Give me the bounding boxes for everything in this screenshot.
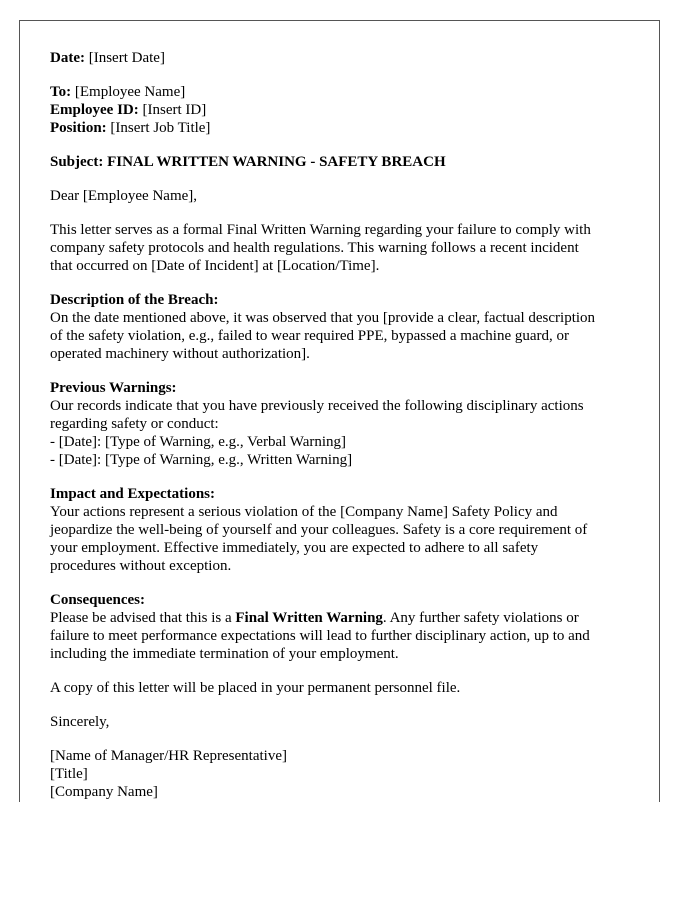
previous-warnings-line: Our records indicate that you have previously received the following disciplinary actions: [50, 398, 584, 414]
previous-warnings-heading: Previous Warnings:: [50, 380, 177, 396]
previous-warning-item: - [Date]: [Type of Warning, e.g., Written Warning]: [50, 452, 353, 468]
subject-label: Subject:: [50, 154, 104, 170]
date-line: [50, 49, 640, 67]
signature-company: [Company Name]: [50, 784, 158, 800]
consequences-line: including the immediate termination of your employment.: [50, 646, 399, 662]
breach-section: [50, 291, 640, 363]
subject-block: [50, 153, 640, 171]
intro-paragraph: [50, 221, 640, 275]
letter-page: [19, 20, 660, 802]
consequences-line: failure to meet performance expectations will lead to further disciplinary action, up to and: [50, 628, 590, 644]
breach-line: of the safety violation, e.g., failed to wear required PPE, bypassed a machine guard, or: [50, 328, 570, 344]
impact-line: your employment. Effective immediately, you are expected to adhere to all safety: [50, 540, 539, 556]
impact-line: procedures without exception.: [50, 558, 232, 574]
impact-heading: Impact and Expectations:: [50, 486, 216, 502]
final-written-warning-emphasis: Final Written Warning: [235, 610, 383, 626]
breach-heading: Description of the Breach:: [50, 292, 219, 308]
breach-line: On the date mentioned above, it was observed that you [provide a clear, factual description: [50, 310, 596, 326]
subject-value: FINAL WRITTEN WARNING - SAFETY BREACH: [107, 154, 446, 170]
previous-warnings-section: [50, 379, 640, 469]
consequences-heading: Consequences:: [50, 592, 146, 608]
signature-block: [50, 747, 640, 801]
consequences-section: [50, 591, 640, 663]
intro-line: that occurred on [Date of Incident] at [Location/Time].: [50, 258, 380, 274]
position-line: [50, 119, 640, 137]
impact-line: Your actions represent a serious violation of the [Company Name] Safety Policy and: [50, 504, 558, 520]
date-value: [Insert Date]: [88, 50, 165, 66]
letter-content: [50, 49, 640, 802]
impact-line: jeopardize the well-being of yourself and your colleagues. Safety is a core requirement of: [50, 522, 588, 538]
closing-block: [50, 713, 640, 731]
previous-warnings-line: regarding safety or conduct:: [50, 416, 219, 432]
employee-id-value: [Insert ID]: [142, 102, 207, 118]
to-line: [50, 83, 640, 101]
salutation-block: [50, 187, 640, 205]
salutation: Dear [Employee Name],: [50, 188, 198, 204]
to-label: To:: [50, 84, 72, 100]
consequences-first-line: [50, 609, 640, 627]
consequences-text-after: . Any further safety violations or: [382, 610, 579, 626]
file-note: A copy of this letter will be placed in your permanent personnel file.: [50, 680, 461, 696]
date-label: Date:: [50, 50, 85, 66]
date-block: [50, 49, 640, 67]
intro-line: This letter serves as a formal Final Written Warning regarding your failure to comply with: [50, 222, 591, 238]
consequences-text-before: Please be advised that this is a: [50, 610, 236, 626]
subject-line: [50, 153, 640, 171]
position-label: Position:: [50, 120, 107, 136]
employee-id-line: [50, 101, 640, 119]
impact-section: [50, 485, 640, 575]
file-note-block: [50, 679, 640, 697]
signature-name: [Name of Manager/HR Representative]: [50, 748, 287, 764]
recipient-block: [50, 83, 640, 137]
previous-warning-item: - [Date]: [Type of Warning, e.g., Verbal Warning]: [50, 434, 347, 450]
employee-id-label: Employee ID:: [50, 102, 139, 118]
to-value: [Employee Name]: [74, 84, 186, 100]
breach-line: operated machinery without authorization].: [50, 346, 310, 362]
position-value: [Insert Job Title]: [110, 120, 211, 136]
intro-line: company safety protocols and health regulations. This warning follows a recent incident: [50, 240, 579, 256]
signature-title: [Title]: [50, 766, 88, 782]
closing: Sincerely,: [50, 714, 110, 730]
